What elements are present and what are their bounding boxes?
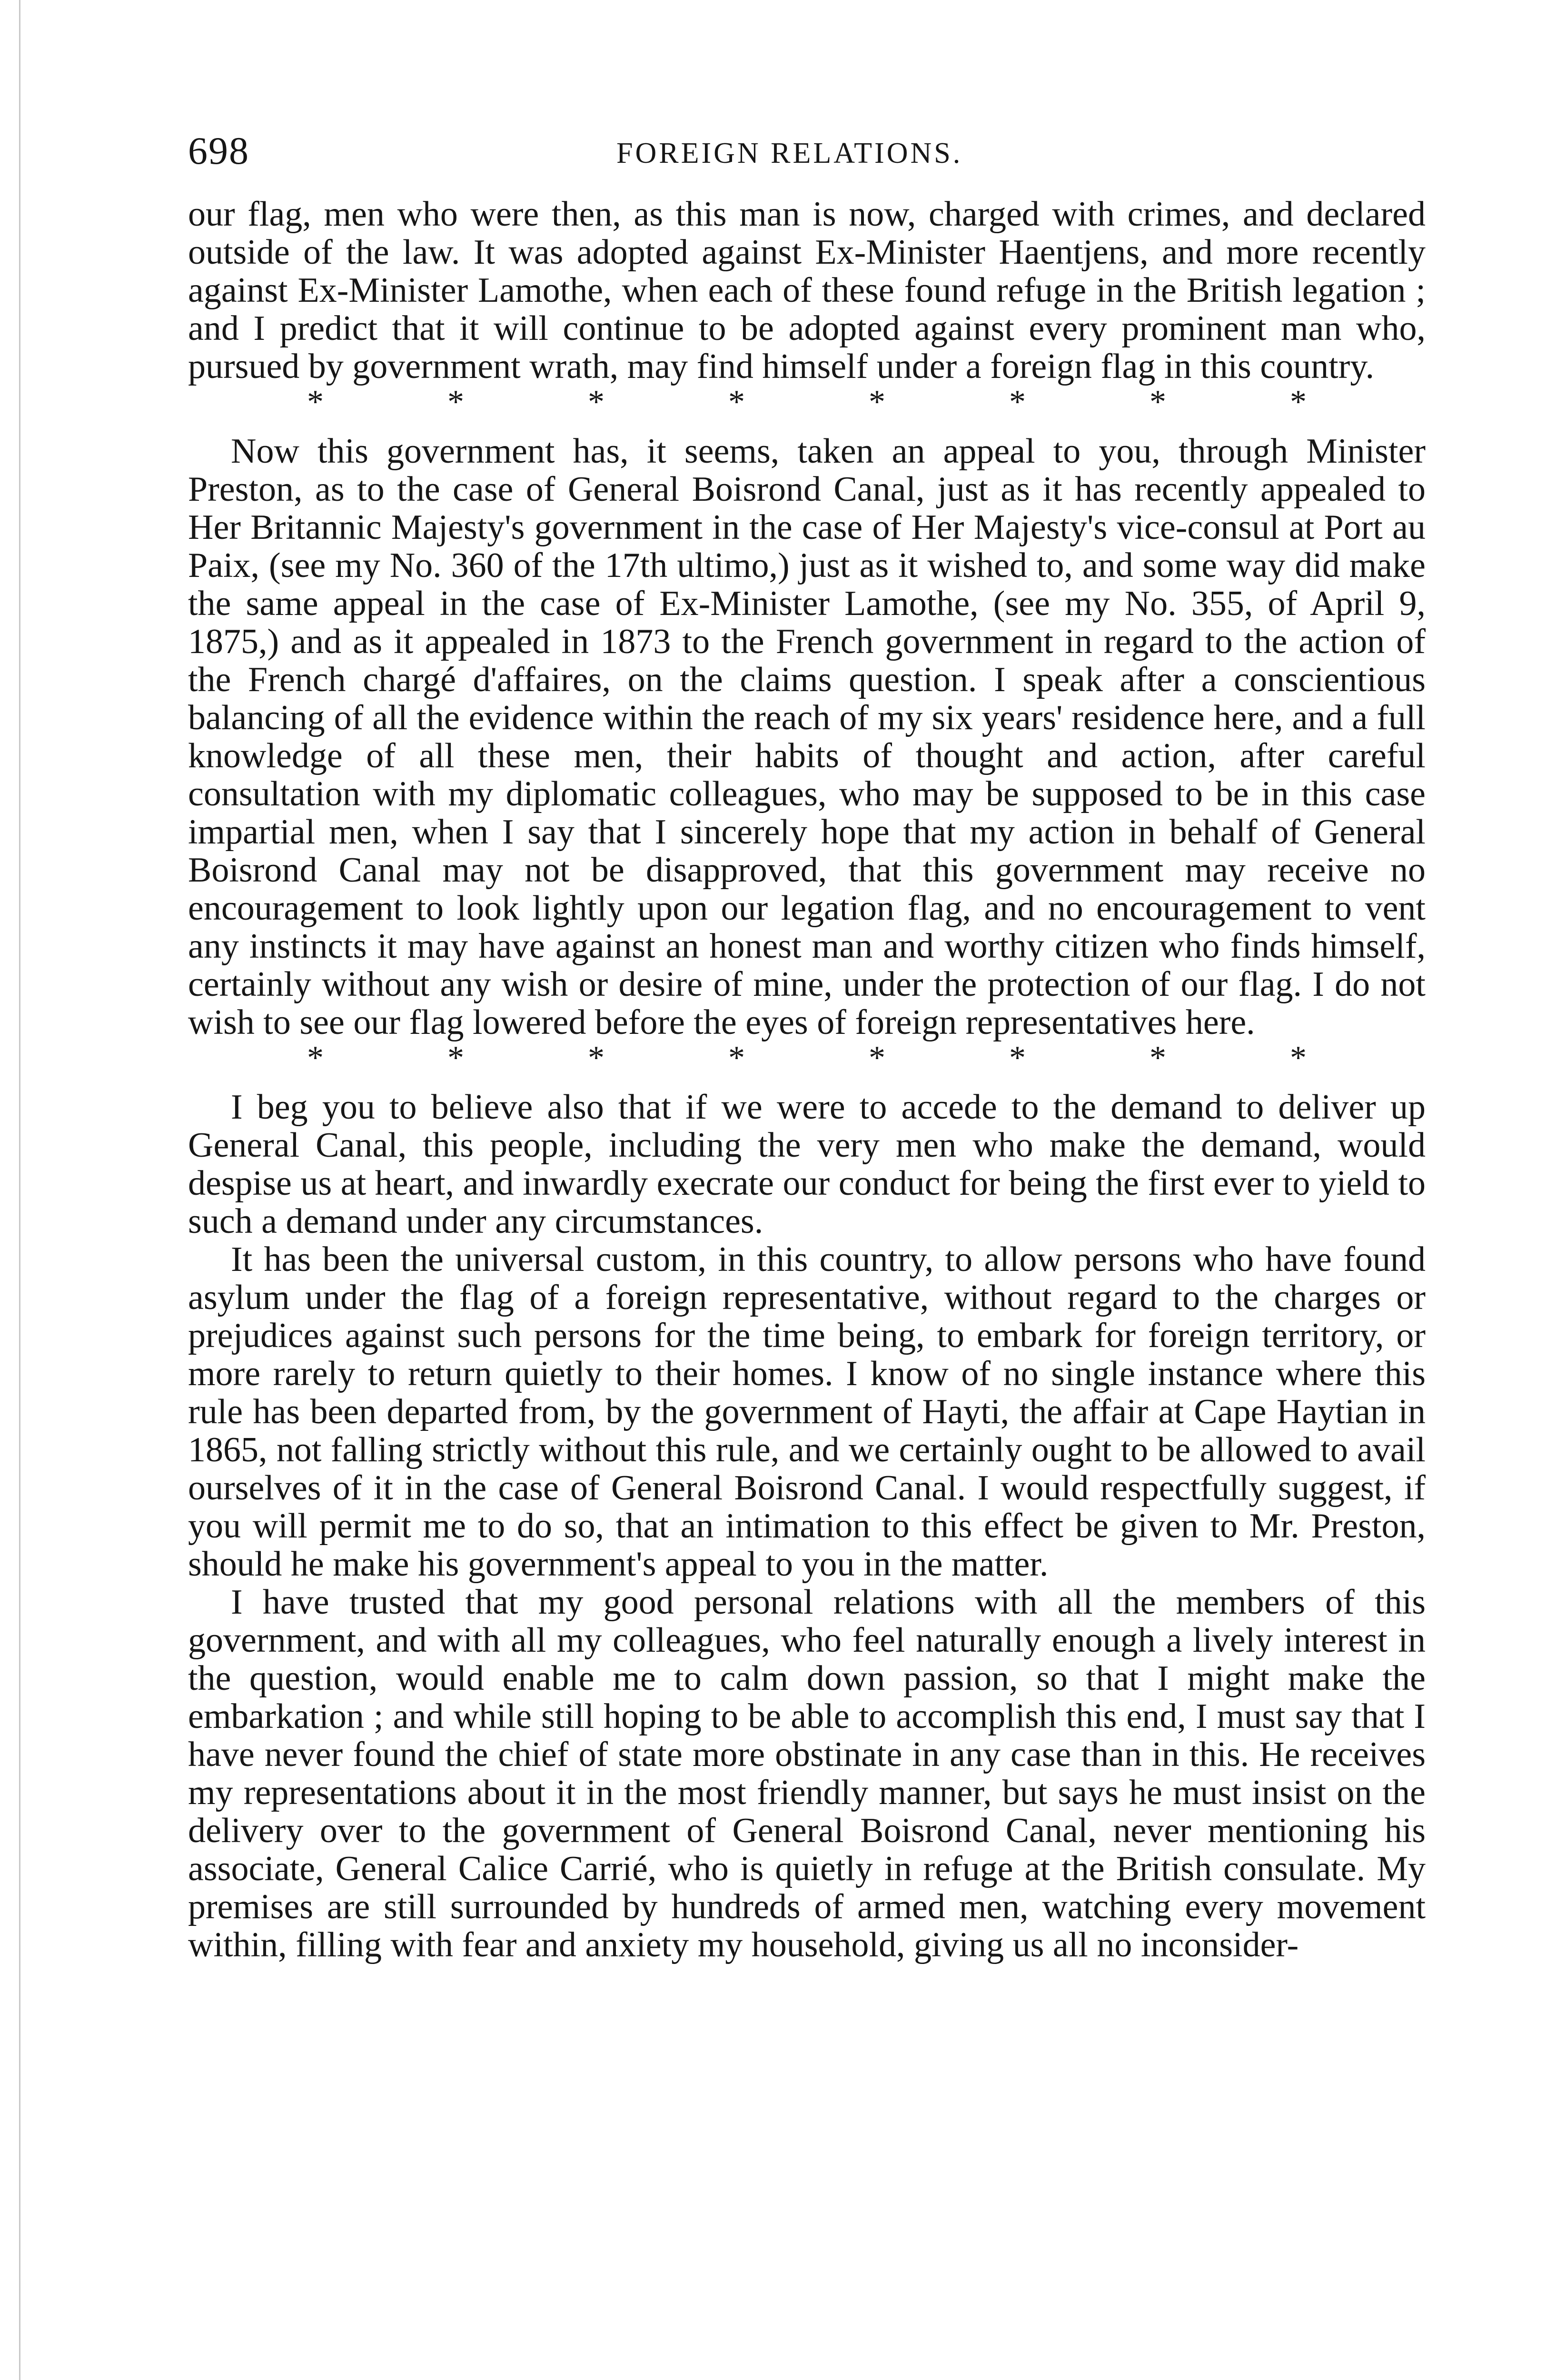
- star-ornament: *: [447, 384, 464, 420]
- star-ornament: *: [1150, 384, 1166, 420]
- paragraph-1: our flag, men who were then, as this man is now, charged with crimes, and declared outside of the law. It was adopted against Ex-Minister Haentjens, and more recently against Ex-Minister Lamothe, when each of these found refuge in the British legation ; and I predict that it will continue to be adopted against every prominent man who, pursued by government wrath, may find himself under a foreign flag in this country.: [188, 195, 1426, 386]
- star-ornament: *: [1150, 1040, 1166, 1076]
- star-ornament: *: [307, 384, 324, 420]
- star-ornament: *: [1290, 384, 1307, 420]
- star-ornament: *: [869, 1040, 885, 1076]
- page-header: [188, 125, 1435, 177]
- section-break-stars-1: [307, 386, 1307, 419]
- star-ornament: *: [1009, 1040, 1026, 1076]
- star-ornament: *: [1290, 1040, 1307, 1076]
- body-text: [188, 195, 1426, 1964]
- star-ornament: *: [869, 384, 885, 420]
- paragraph-4: It has been the universal custom, in this country, to allow persons who have found asylum under the flag of a foreign representative, without regard to the charges or prejudices against such persons for the time being, to embark for foreign territory, or more rarely to return quietly to their homes. I know of no single instance where this rule has been departed from, by the government of Hayti, the affair at Cape Haytian in 1865, not falling strictly without this rule, and we certainly ought to be allowed to avail ourselves of it in the case of General Boisrond Canal. I would respectfully suggest, if you will permit me to do so, that an intimation to this effect be given to Mr. Preston, should he make his government's appeal to you in the matter.: [188, 1240, 1426, 1584]
- paragraph-5: I have trusted that my good personal relations with all the members of this government, and with all my colleagues, who feel naturally enough a lively interest in the question, would enable me to calm down passion, so that I might make the embarkation ; and while still hoping to be able to accomplish this end, I must say that I have never found the chief of state more obstinate in any case than in this. He receives my representations about it in the most friendly manner, but says he must insist on the delivery over to the government of General Boisrond Canal, never mentioning his associate, General Calice Carrié, who is quietly in refuge at the British consulate. My premises are still surrounded by hundreds of armed men, watching every movement within, filling with fear and anxiety my household, giving us all no inconsider-: [188, 1583, 1426, 1964]
- star-ornament: *: [447, 1040, 464, 1076]
- section-break-stars-2: [307, 1041, 1307, 1075]
- page-number: 698: [188, 129, 249, 172]
- star-ornament: *: [728, 384, 745, 420]
- star-ornament: *: [728, 1040, 745, 1076]
- star-ornament: *: [588, 1040, 605, 1076]
- paragraph-2: Now this government has, it seems, taken an appeal to you, through Minister Preston, as to the case of General Boisrond Canal, just as it has recently appealed to Her Britannic Majesty's government in the case of Her Majesty's vice-consul at Port au Paix, (see my No. 360 of the 17th ultimo,) just as it wished to, and some way did make the same appeal in the case of Ex-Minister Lamothe, (see my No. 355, of April 9, 1875,) and as it appealed in 1873 to the French government in regard to the action of the French chargé d'affaires, on the claims question. I speak after a conscientious balancing of all the evidence within the reach of my six years' residence here, and a full knowledge of all these men, their habits of thought and action, after careful consultation with my diplomatic colleagues, who may be supposed to be in this case impartial men, when I say that I sincerely hope that my action in behalf of General Boisrond Canal may not be disapproved, that this government may receive no encouragement to look lightly upon our legation flag, and no encouragement to vent any instincts it may have against an honest man and worthy citizen who finds himself, certainly without any wish or desire of mine, under the protection of our flag. I do not wish to see our flag lowered before the eyes of foreign representatives here.: [188, 432, 1426, 1042]
- paragraph-3: I beg you to believe also that if we were to accede to the demand to deliver up General Canal, this people, including the very men who make the demand, would despise us at heart, and inwardly execrate our conduct for being the first ever to yield to such a demand under any circumstances.: [188, 1088, 1426, 1241]
- star-ornament: *: [1009, 384, 1026, 420]
- page-edge-rule: [19, 0, 20, 2380]
- running-head: FOREIGN RELATIONS.: [616, 137, 963, 169]
- star-ornament: *: [307, 1040, 324, 1076]
- star-ornament: *: [588, 384, 605, 420]
